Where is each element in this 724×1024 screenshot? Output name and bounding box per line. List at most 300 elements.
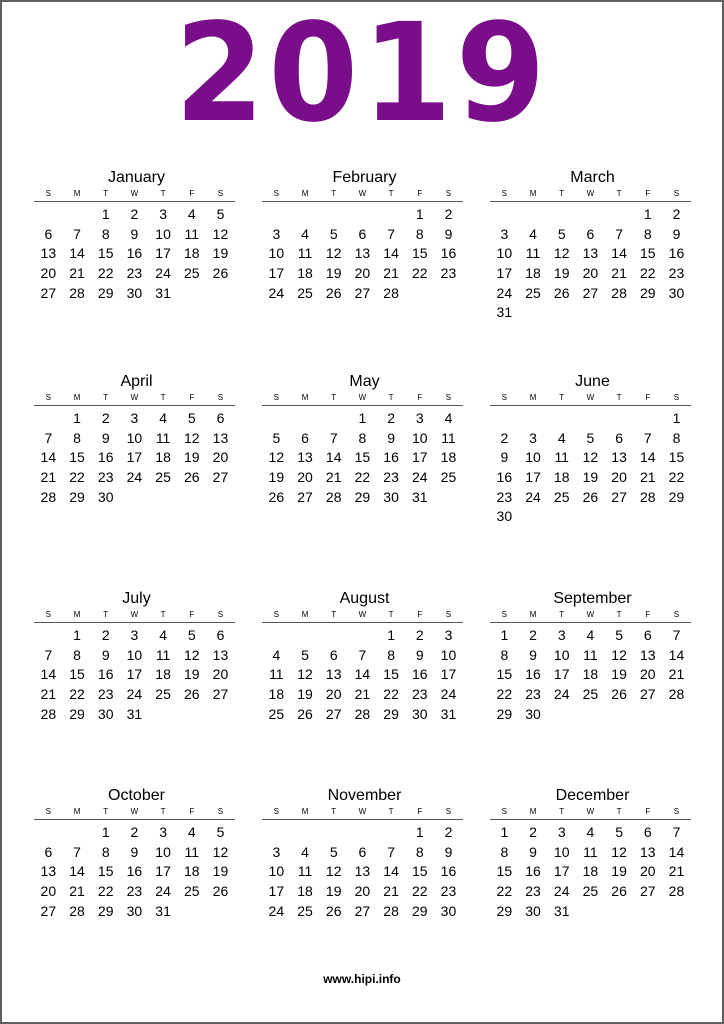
weekday-label: T [616,807,622,816]
day-cell: 17 [553,666,570,683]
day-cell: 2 [101,410,110,426]
month-name: August [339,590,390,607]
day-cell: 21 [383,265,399,282]
weekday-label: T [388,393,394,402]
month-may [262,372,463,507]
day-cell: 9 [529,646,537,663]
day-cell: 7 [44,429,53,446]
weekday-label: T [616,393,622,402]
day-cell: 6 [358,225,367,242]
day-cell: 28 [69,902,85,919]
month-november [262,786,463,921]
weekday-label: F [189,610,195,619]
day-cell: 25 [155,686,171,703]
weekday-label: M [529,393,537,402]
days-grid [262,205,463,303]
day-cell: 15 [97,863,114,880]
day-cell: 9 [101,646,110,663]
day-cell: 11 [583,646,598,663]
day-cell: 30 [97,705,114,722]
day-cell: 17 [155,245,171,262]
day-cell: 6 [615,429,623,446]
day-cell: 23 [496,488,513,505]
weekday-header [34,392,235,406]
empty-cell [348,205,377,225]
day-cell: 15 [354,449,371,466]
day-cell: 3 [444,627,453,643]
day-cell: 18 [155,666,171,683]
day-cell: 7 [329,429,338,446]
day-cell: 28 [354,705,371,722]
weekday-label: T [559,610,565,619]
day-cell: 20 [354,265,371,282]
weekday-label: S [273,189,280,198]
weekday-label: W [130,807,139,816]
day-cell: 11 [297,245,313,262]
day-cell: 25 [553,488,570,505]
day-cell: 30 [126,902,143,919]
day-cell: 30 [668,284,685,301]
day-cell: 27 [212,686,229,703]
day-cell: 12 [268,449,285,466]
day-cell: 25 [582,686,599,703]
day-cell: 9 [444,225,453,242]
month-name: May [349,373,380,390]
day-cell: 15 [69,449,85,466]
day-cell: 27 [325,705,342,722]
day-cell: 4 [187,824,196,840]
day-cell: 4 [586,627,595,643]
weekday-header [34,806,235,820]
day-cell: 30 [126,284,143,301]
day-cell: 11 [525,245,541,262]
day-cell: 3 [130,410,139,426]
day-cell: 14 [639,449,656,466]
day-cell: 15 [411,245,428,262]
day-cell: 26 [325,284,342,301]
day-cell: 3 [159,824,167,840]
weekday-label: S [501,610,508,619]
day-cell: 1 [415,206,424,222]
day-cell: 25 [183,883,200,900]
day-cell: 20 [40,883,57,900]
month-name: February [332,169,397,186]
day-cell: 28 [383,284,399,301]
day-cell: 7 [73,843,81,860]
day-cell: 1 [101,824,110,840]
day-cell: 27 [582,284,599,301]
day-cell: 8 [73,646,81,663]
day-cell: 18 [155,449,171,466]
days-grid [34,823,235,921]
weekday-label: F [417,610,423,619]
weekday-label: T [616,189,622,198]
day-cell: 15 [496,863,513,880]
day-cell: 9 [529,843,537,860]
days-grid [490,823,691,921]
day-cell: 6 [586,225,595,242]
day-cell: 19 [611,863,627,880]
day-cell: 23 [668,265,685,282]
weekday-label: F [417,189,423,198]
weekday-label: F [645,189,651,198]
weekday-header [34,609,235,623]
day-cell: 29 [411,902,428,919]
empty-cell [605,409,634,429]
weekday-label: M [529,807,537,816]
day-cell: 18 [582,863,599,880]
day-cell: 19 [611,666,627,683]
day-cell: 6 [329,646,338,663]
day-cell: 14 [611,245,627,262]
day-cell: 25 [268,705,285,722]
day-cell: 24 [553,686,570,703]
empty-cell [63,823,92,843]
day-cell: 30 [383,488,399,505]
day-cell: 5 [329,843,338,860]
month-december [490,786,691,921]
weekday-label: S [673,393,680,402]
day-cell: 28 [40,488,57,505]
day-cell: 23 [126,265,143,282]
day-cell: 27 [40,284,57,301]
day-cell: 16 [440,245,457,262]
empty-cell [34,409,63,429]
day-cell: 4 [444,410,453,426]
day-cell: 10 [155,843,171,860]
day-cell: 20 [212,449,229,466]
day-cell: 24 [268,284,285,301]
day-cell: 16 [525,666,541,683]
day-cell: 31 [126,705,143,722]
day-cell: 18 [582,666,599,683]
day-cell: 6 [44,843,53,860]
day-cell: 1 [500,627,509,643]
day-cell: 24 [155,265,171,282]
day-cell: 23 [97,469,114,486]
day-cell: 22 [668,469,685,486]
day-cell: 22 [97,265,114,282]
day-cell: 28 [383,902,399,919]
weekday-label: S [501,393,508,402]
day-cell: 2 [130,206,139,222]
day-cell: 5 [301,646,309,663]
empty-cell [576,409,605,429]
day-cell: 19 [297,686,313,703]
days-grid [262,823,463,921]
day-cell: 18 [553,469,570,486]
day-cell: 27 [639,686,656,703]
day-cell: 19 [582,469,599,486]
day-cell: 6 [216,410,225,426]
day-cell: 26 [212,883,229,900]
day-cell: 24 [496,284,513,301]
day-cell: 16 [496,469,513,486]
day-cell: 17 [553,863,570,880]
day-cell: 27 [40,902,57,919]
day-cell: 3 [415,410,424,426]
weekday-header [262,392,463,406]
day-cell: 7 [672,627,681,643]
empty-cell [319,823,348,843]
day-cell: 6 [643,824,652,840]
day-cell: 15 [69,666,85,683]
weekday-label: W [586,393,595,402]
day-cell: 21 [40,469,57,486]
weekday-label: S [45,807,52,816]
day-cell: 5 [615,824,623,840]
day-cell: 3 [130,627,139,643]
day-cell: 19 [553,265,570,282]
weekday-label: W [586,610,595,619]
weekday-label: M [301,610,309,619]
day-cell: 2 [387,410,395,426]
weekday-label: T [160,393,166,402]
day-cell: 19 [212,245,229,262]
day-cell: 26 [183,469,200,486]
weekday-label: W [586,189,595,198]
day-cell: 25 [297,902,313,919]
day-cell: 12 [212,843,229,860]
weekday-label: T [331,393,337,402]
month-july [34,589,235,724]
day-cell: 1 [358,410,367,426]
day-cell: 31 [553,902,570,919]
day-cell: 27 [297,488,313,505]
day-cell: 10 [411,429,428,446]
day-cell: 21 [325,469,342,486]
day-cell: 1 [500,824,509,840]
empty-cell [262,205,291,225]
month-name: September [553,590,632,607]
day-cell: 20 [639,863,656,880]
day-cell: 7 [672,824,681,840]
day-cell: 30 [525,902,541,919]
day-cell: 30 [525,705,541,722]
day-cell: 5 [187,410,196,426]
day-cell: 16 [668,245,685,262]
weekday-label: T [160,189,166,198]
day-cell: 26 [325,902,342,919]
day-cell: 4 [159,627,167,643]
day-cell: 9 [444,843,453,860]
weekday-header [262,609,463,623]
day-cell: 28 [668,883,685,900]
day-cell: 12 [297,666,313,683]
day-cell: 11 [184,225,200,242]
weekday-label: M [529,189,537,198]
weekday-label: S [217,393,224,402]
weekday-header [262,806,463,820]
weekday-label: M [73,189,81,198]
day-cell: 20 [354,883,371,900]
day-cell: 14 [325,449,342,466]
day-cell: 14 [40,666,57,683]
weekday-label: W [358,393,367,402]
day-cell: 13 [582,245,599,262]
day-cell: 2 [529,627,537,643]
day-cell: 10 [525,449,541,466]
day-cell: 17 [155,863,171,880]
day-cell: 17 [268,883,285,900]
day-cell: 8 [101,843,110,860]
day-cell: 8 [415,843,424,860]
day-cell: 20 [297,469,313,486]
weekday-label: F [645,610,651,619]
day-cell: 21 [40,686,57,703]
day-cell: 10 [440,646,457,663]
day-cell: 26 [268,488,285,505]
day-cell: 29 [69,705,85,722]
day-cell: 17 [525,469,541,486]
day-cell: 13 [40,245,57,262]
weekday-label: M [73,807,81,816]
weekday-label: T [616,610,622,619]
day-cell: 17 [126,666,143,683]
day-cell: 21 [611,265,627,282]
weekday-label: S [273,610,280,619]
day-cell: 23 [411,686,428,703]
weekday-label: T [160,610,166,619]
weekday-label: W [130,393,139,402]
weekday-label: T [331,610,337,619]
weekday-label: S [273,393,280,402]
days-grid [490,205,691,323]
weekday-label: T [103,393,109,402]
weekday-label: S [445,807,452,816]
month-october [34,786,235,921]
day-cell: 19 [183,666,200,683]
empty-cell [519,205,548,225]
day-cell: 23 [440,883,457,900]
day-cell: 26 [582,488,599,505]
day-cell: 11 [554,449,569,466]
empty-cell [34,205,63,225]
weekday-label: S [217,189,224,198]
day-cell: 24 [525,488,541,505]
empty-cell [490,409,519,429]
weekday-label: T [559,189,565,198]
weekday-label: M [301,393,309,402]
weekday-label: S [45,189,52,198]
day-cell: 7 [387,225,395,242]
day-cell: 8 [643,225,652,242]
empty-cell [377,823,406,843]
day-cell: 27 [354,284,371,301]
day-cell: 25 [440,469,457,486]
empty-cell [605,205,634,225]
day-cell: 24 [553,883,570,900]
day-cell: 10 [268,245,285,262]
day-cell: 16 [525,863,541,880]
empty-cell [63,205,92,225]
weekday-header [490,188,691,202]
weekday-label: S [445,610,452,619]
day-cell: 13 [354,863,371,880]
weekday-header [490,609,691,623]
day-cell: 19 [212,863,229,880]
day-cell: 18 [525,265,541,282]
empty-cell [547,205,576,225]
day-cell: 31 [155,902,171,919]
day-cell: 31 [155,284,171,301]
day-cell: 21 [639,469,656,486]
day-cell: 14 [69,863,85,880]
empty-cell [576,205,605,225]
day-cell: 5 [586,429,595,446]
month-name: March [570,169,615,186]
day-cell: 2 [500,429,509,446]
month-name: June [575,373,610,390]
weekday-label: W [358,610,367,619]
day-cell: 23 [525,883,541,900]
day-cell: 13 [212,646,229,663]
day-cell: 10 [126,646,143,663]
day-cell: 11 [583,843,598,860]
day-cell: 26 [553,284,570,301]
day-cell: 29 [496,902,513,919]
empty-cell [633,409,662,429]
days-grid [34,205,235,303]
day-cell: 12 [553,245,570,262]
day-cell: 6 [643,627,652,643]
month-name: December [555,787,630,804]
day-cell: 16 [97,449,114,466]
weekday-label: W [358,807,367,816]
day-cell: 20 [40,265,57,282]
day-cell: 20 [325,686,342,703]
day-cell: 2 [444,206,453,222]
day-cell: 14 [69,245,85,262]
day-cell: 8 [387,646,395,663]
day-cell: 18 [297,265,313,282]
weekday-label: M [73,393,81,402]
weekday-label: S [673,189,680,198]
day-cell: 15 [383,666,399,683]
day-cell: 13 [639,843,656,860]
day-cell: 30 [97,488,114,505]
day-cell: 21 [668,666,685,683]
month-name: April [120,373,153,390]
weekday-label: S [673,807,680,816]
day-cell: 6 [358,843,367,860]
empty-cell [348,823,377,843]
day-cell: 15 [639,245,656,262]
day-cell: 19 [183,449,200,466]
day-cell: 3 [557,824,566,840]
day-cell: 22 [383,686,399,703]
day-cell: 10 [268,863,285,880]
empty-cell [34,626,63,646]
day-cell: 29 [668,488,685,505]
empty-cell [262,626,291,646]
weekday-label: M [73,610,81,619]
weekday-label: S [501,189,508,198]
day-cell: 14 [383,863,399,880]
day-cell: 10 [126,429,143,446]
month-february [262,168,463,303]
day-cell: 12 [183,429,200,446]
day-cell: 26 [297,705,313,722]
weekday-label: F [189,393,195,402]
day-cell: 28 [639,488,656,505]
empty-cell [547,409,576,429]
day-cell: 29 [496,705,513,722]
weekday-label: T [559,393,565,402]
day-cell: 21 [354,686,371,703]
day-cell: 10 [496,245,513,262]
month-april [34,372,235,507]
